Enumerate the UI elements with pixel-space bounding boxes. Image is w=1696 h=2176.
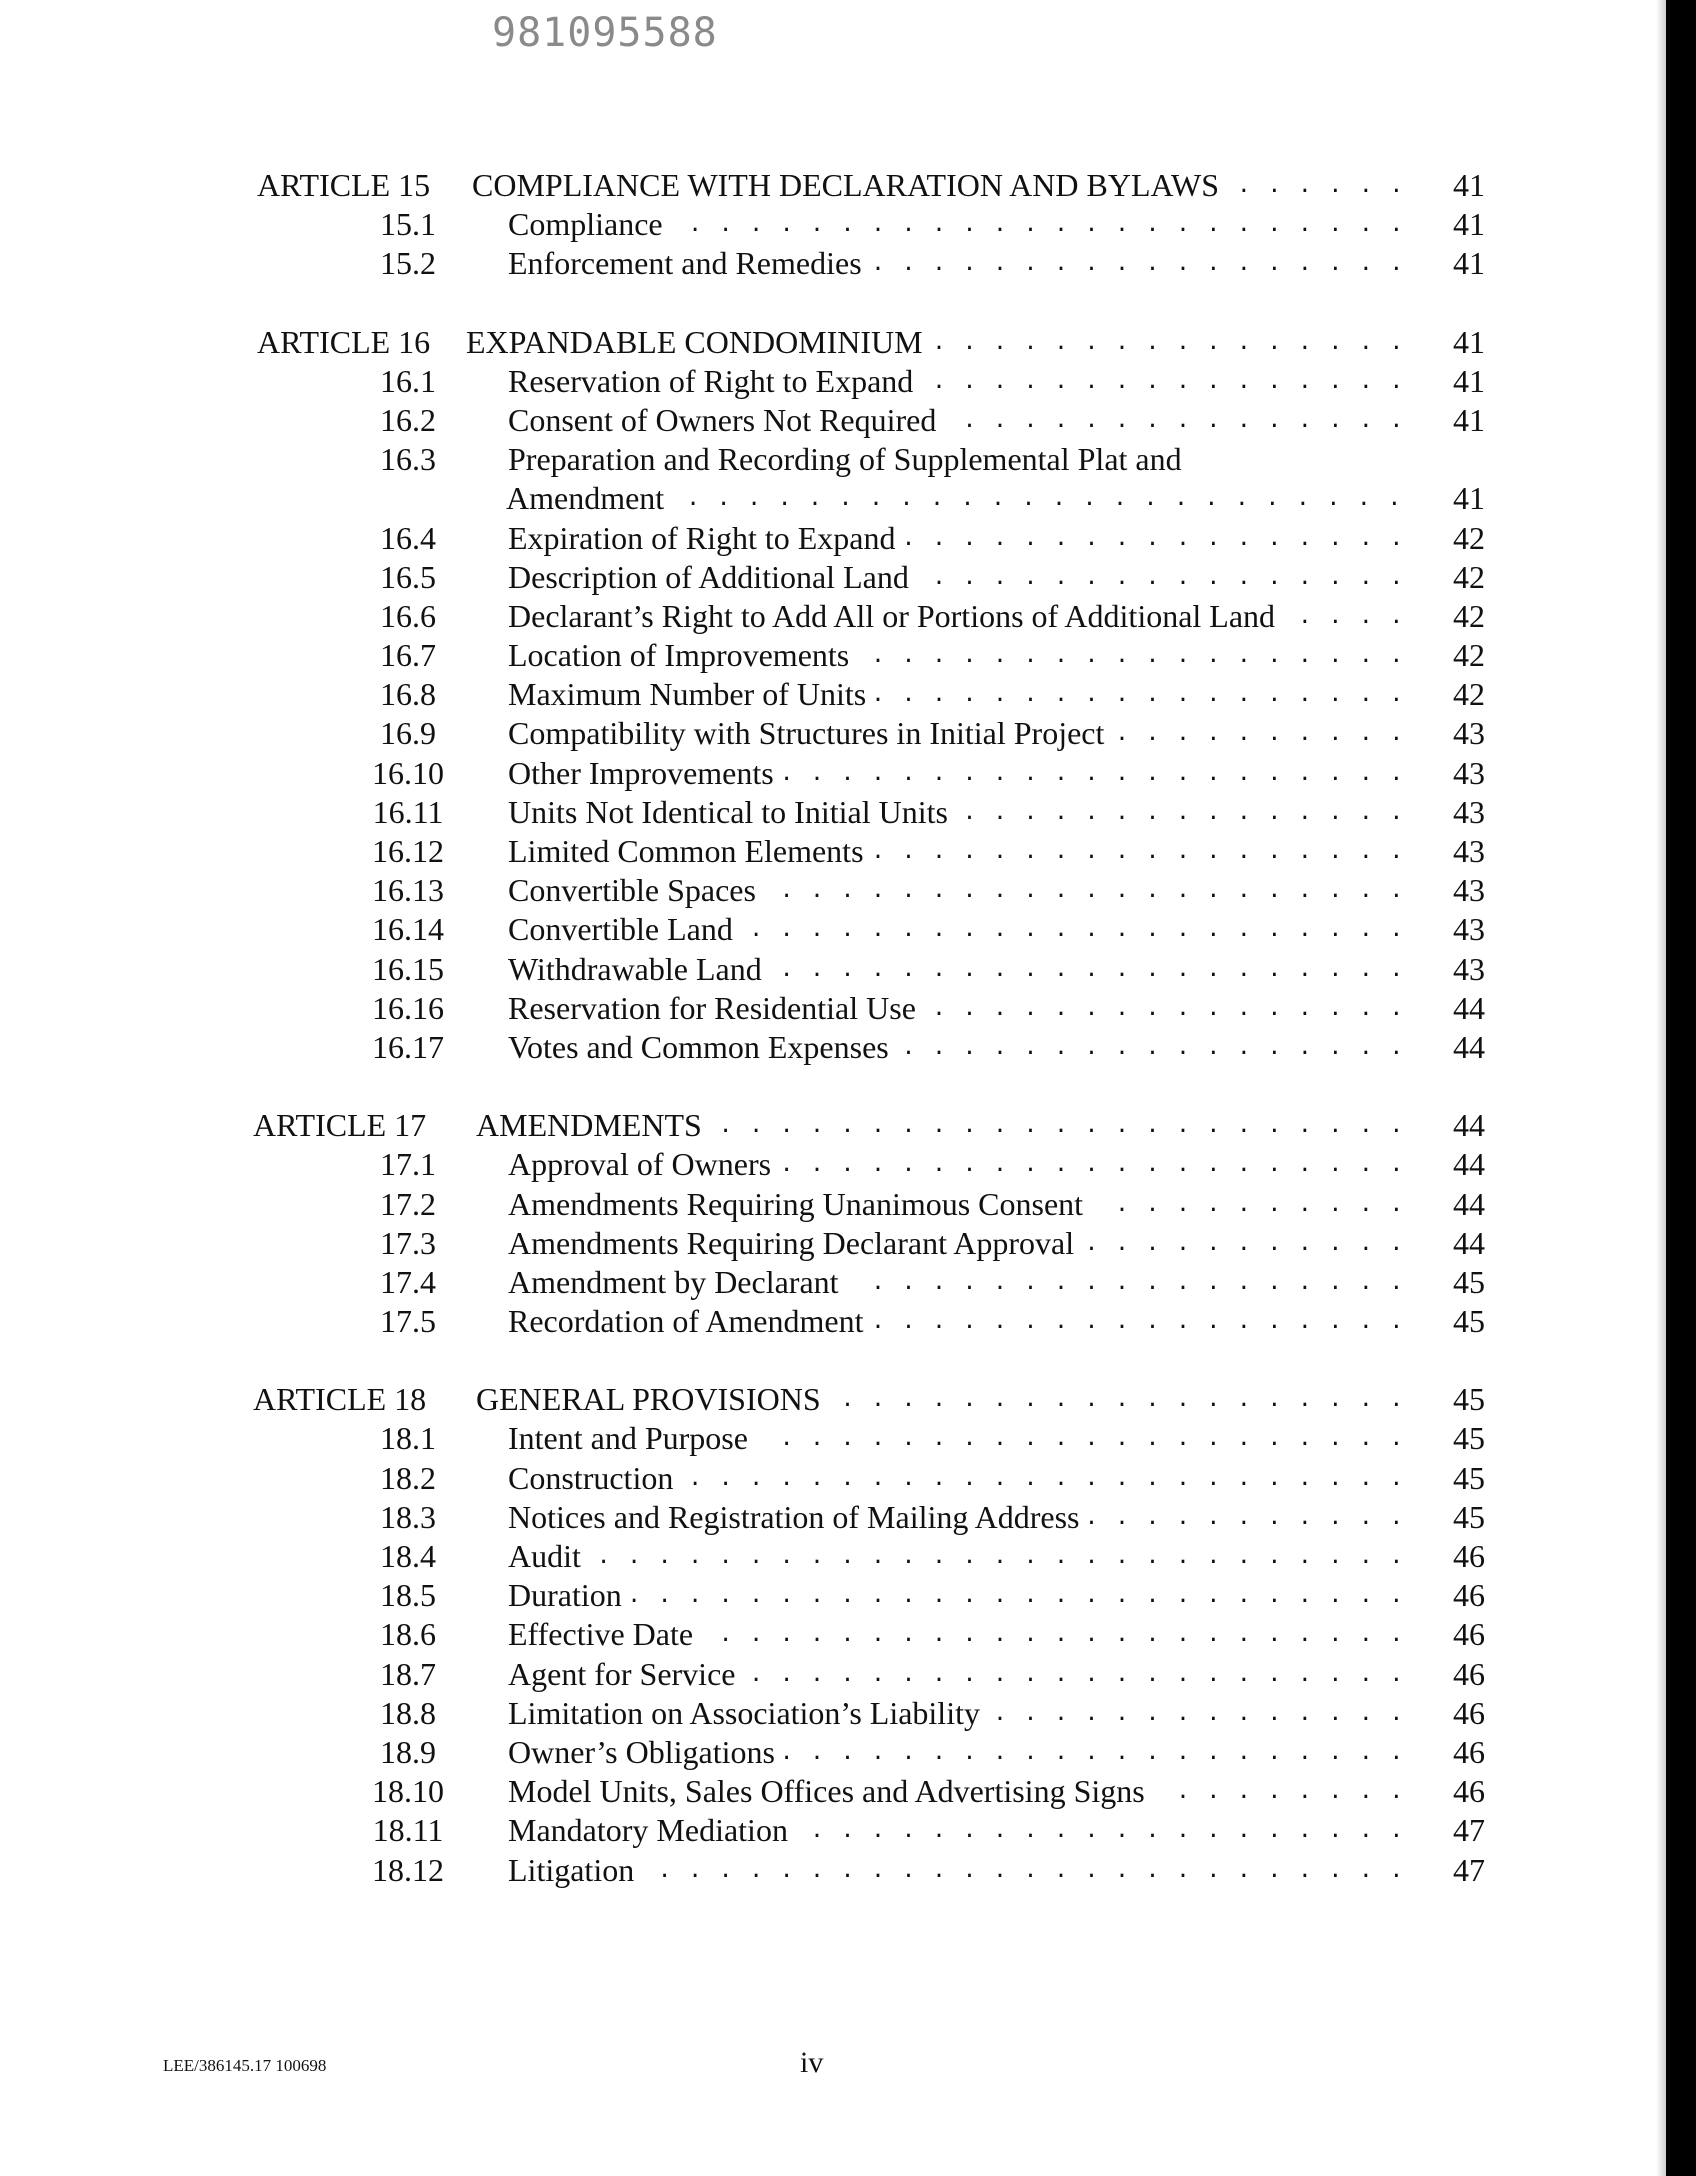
article-title bbox=[472, 166, 1405, 205]
toc-article-row bbox=[0, 166, 1696, 205]
page-reference: 46 bbox=[1453, 1694, 1485, 1731]
section-number: 15.2 bbox=[380, 245, 436, 282]
section-title bbox=[508, 1028, 1405, 1067]
section-title bbox=[508, 1851, 1405, 1890]
document-stamp-number: 981095588 bbox=[492, 10, 718, 56]
section-number: 16.8 bbox=[380, 676, 436, 713]
section-number: 18.2 bbox=[380, 1459, 436, 1496]
page-reference: 45 bbox=[1453, 1459, 1485, 1496]
section-number: 16.10 bbox=[372, 754, 444, 791]
entry-title-text: Location of Improvements bbox=[508, 637, 859, 673]
toc-section-row bbox=[0, 1851, 1696, 1890]
toc-section-row bbox=[0, 989, 1696, 1028]
toc-section-row bbox=[0, 440, 1696, 479]
entry-title-text: Other Improvements bbox=[508, 755, 784, 791]
section-number: 16.14 bbox=[372, 911, 444, 948]
section-number: 17.1 bbox=[380, 1146, 436, 1183]
section-title bbox=[508, 1537, 1405, 1576]
page-reference: 43 bbox=[1453, 872, 1485, 909]
page-reference: 42 bbox=[1453, 637, 1485, 674]
section-title bbox=[508, 832, 1405, 871]
toc-section-row bbox=[0, 1811, 1696, 1850]
toc-section-row bbox=[0, 1615, 1696, 1654]
entry-title-text: Reservation for Residential Use bbox=[508, 990, 926, 1026]
section-title bbox=[508, 1145, 1405, 1184]
page-reference: 43 bbox=[1453, 754, 1485, 791]
page-reference: 42 bbox=[1453, 597, 1485, 634]
section-title bbox=[508, 558, 1405, 597]
section-number: 18.8 bbox=[380, 1694, 436, 1731]
toc-section-row bbox=[0, 793, 1696, 832]
page-reference: 42 bbox=[1453, 519, 1485, 556]
section-title bbox=[508, 950, 1405, 989]
toc-section-row bbox=[0, 401, 1696, 440]
page-reference: 42 bbox=[1453, 676, 1485, 713]
section-title bbox=[508, 1224, 1405, 1263]
entry-title-text: Duration bbox=[508, 1577, 632, 1613]
section-number: 18.4 bbox=[380, 1538, 436, 1574]
section-number: 18.11 bbox=[372, 1812, 444, 1849]
section-title bbox=[508, 675, 1405, 714]
entry-title-text: Amendment bbox=[506, 480, 674, 516]
section-title bbox=[508, 910, 1405, 949]
section-title bbox=[508, 244, 1405, 283]
page-reference: 44 bbox=[1453, 989, 1485, 1026]
page-reference: 41 bbox=[1453, 323, 1485, 360]
page-reference: 44 bbox=[1453, 1146, 1485, 1183]
page-reference: 41 bbox=[1453, 480, 1485, 517]
section-number: 18.9 bbox=[380, 1733, 436, 1770]
section-number: 16.11 bbox=[372, 793, 444, 830]
toc-section-row bbox=[0, 519, 1696, 558]
section-number: 16.13 bbox=[372, 872, 444, 909]
section-title bbox=[508, 636, 1405, 675]
entry-title-text: AMENDMENTS bbox=[476, 1107, 712, 1143]
page-reference: 46 bbox=[1453, 1773, 1485, 1810]
page-reference: 44 bbox=[1453, 1224, 1485, 1261]
section-title bbox=[508, 1185, 1405, 1224]
page-reference: 43 bbox=[1453, 950, 1485, 987]
entry-title-text: Limited Common Elements bbox=[508, 833, 874, 869]
toc-spacer bbox=[0, 284, 1696, 323]
section-title bbox=[508, 205, 1405, 244]
entry-title-text: Limitation on Association’s Liability bbox=[508, 1695, 990, 1731]
entry-title-text: Litigation bbox=[508, 1852, 644, 1888]
page-reference: 43 bbox=[1453, 911, 1485, 948]
section-title bbox=[508, 1694, 1405, 1733]
toc-section-row bbox=[0, 1224, 1696, 1263]
page-reference: 47 bbox=[1453, 1851, 1485, 1888]
section-number: 18.10 bbox=[372, 1773, 444, 1810]
page-reference: 45 bbox=[1453, 1263, 1485, 1300]
page-reference: 45 bbox=[1453, 1420, 1485, 1457]
toc-section-row bbox=[0, 675, 1696, 714]
section-number: 16.3 bbox=[380, 441, 436, 478]
section-number: 16.16 bbox=[372, 989, 444, 1026]
section-title bbox=[508, 401, 1405, 440]
section-number: 16.5 bbox=[380, 558, 436, 595]
entry-title-text: Intent and Purpose bbox=[508, 1420, 758, 1456]
section-number: 16.1 bbox=[380, 362, 436, 399]
entry-title-text: Compatibility with Structures in Initial Project bbox=[508, 715, 1114, 751]
entry-title-text: Maximum Number of Units bbox=[508, 676, 876, 712]
toc-section-row bbox=[0, 597, 1696, 636]
section-number: 18.1 bbox=[380, 1420, 436, 1457]
entry-title-text: Amendment by Declarant bbox=[508, 1264, 849, 1300]
section-title bbox=[508, 1655, 1405, 1694]
entry-title-text: Notices and Registration of Mailing Address bbox=[508, 1499, 1089, 1535]
section-number: 17.5 bbox=[380, 1303, 436, 1340]
page-reference: 45 bbox=[1453, 1498, 1485, 1535]
section-title bbox=[508, 1263, 1405, 1302]
section-number: 18.7 bbox=[380, 1655, 436, 1692]
section-title bbox=[508, 754, 1405, 793]
page-reference: 46 bbox=[1453, 1733, 1485, 1770]
entry-title-text: GENERAL PROVISIONS bbox=[476, 1381, 831, 1417]
page-reference: 43 bbox=[1453, 715, 1485, 752]
toc-section-row bbox=[0, 1185, 1696, 1224]
section-number: 18.6 bbox=[380, 1616, 436, 1653]
section-title bbox=[508, 597, 1405, 636]
toc-section-row bbox=[0, 910, 1696, 949]
section-number: 16.17 bbox=[372, 1028, 444, 1065]
toc-section-row bbox=[0, 636, 1696, 675]
section-title bbox=[508, 1615, 1405, 1654]
section-title bbox=[508, 519, 1405, 558]
page-reference: 44 bbox=[1453, 1107, 1485, 1144]
section-number: 16.15 bbox=[372, 950, 444, 987]
entry-title-text: Preparation and Recording of Supplemental Plat and bbox=[508, 441, 1192, 477]
page-reference: 41 bbox=[1453, 401, 1485, 438]
section-number: 17.2 bbox=[380, 1185, 436, 1222]
toc-section-row bbox=[0, 558, 1696, 597]
entry-title-text: Amendments Requiring Unanimous Consent bbox=[508, 1186, 1093, 1222]
section-title bbox=[508, 1733, 1405, 1772]
page-reference: 43 bbox=[1453, 833, 1485, 869]
entry-title-text: Description of Additional Land bbox=[508, 559, 919, 595]
toc-section-row bbox=[0, 1694, 1696, 1733]
toc-section-row bbox=[0, 362, 1696, 401]
entry-title-text: Expiration of Right to Expand bbox=[508, 520, 906, 556]
entry-title-text: Units Not Identical to Initial Units bbox=[508, 794, 958, 830]
page-reference: 47 bbox=[1453, 1812, 1485, 1849]
toc-section-row bbox=[0, 714, 1696, 753]
page-reference: 46 bbox=[1453, 1655, 1485, 1692]
entry-title-text: Enforcement and Remedies bbox=[508, 245, 872, 281]
section-title bbox=[508, 1302, 1405, 1341]
section-number: 16.9 bbox=[380, 715, 436, 752]
toc-article-row bbox=[0, 323, 1696, 362]
entry-title-text: Approval of Owners bbox=[508, 1146, 781, 1182]
entry-title-text: Consent of Owners Not Required bbox=[508, 402, 946, 438]
entry-title-text: Construction bbox=[508, 1460, 683, 1496]
footer-page-number: iv bbox=[800, 2046, 824, 2079]
entry-title-text: Withdrawable Land bbox=[508, 951, 772, 987]
section-title bbox=[508, 1772, 1405, 1811]
toc-section-row bbox=[0, 1733, 1696, 1772]
toc-article-row bbox=[0, 1106, 1696, 1145]
toc-section-row bbox=[0, 832, 1696, 871]
toc-section-row bbox=[0, 871, 1696, 910]
article-number: ARTICLE 15 bbox=[257, 167, 431, 203]
section-title bbox=[508, 714, 1405, 753]
page-reference: 46 bbox=[1453, 1616, 1485, 1653]
toc-spacer bbox=[0, 1067, 1696, 1106]
article-title bbox=[466, 323, 1405, 362]
section-title bbox=[508, 871, 1405, 910]
page-reference: 41 bbox=[1453, 362, 1485, 399]
toc-section-row bbox=[0, 244, 1696, 283]
page-reference: 42 bbox=[1453, 558, 1485, 595]
toc-section-row bbox=[0, 950, 1696, 989]
toc-section-row bbox=[0, 1772, 1696, 1811]
toc-spacer bbox=[0, 1341, 1696, 1380]
article-number: ARTICLE 18 bbox=[253, 1381, 427, 1418]
section-number: 16.12 bbox=[372, 833, 444, 869]
entry-title-text: Reservation of Right to Expand bbox=[508, 363, 923, 399]
entry-title-text: Declarant’s Right to Add All or Portions of Additional Land bbox=[508, 598, 1285, 634]
section-title bbox=[508, 1459, 1405, 1498]
toc-section-row bbox=[0, 1498, 1696, 1537]
section-number: 16.2 bbox=[380, 401, 436, 438]
page-reference: 46 bbox=[1453, 1577, 1485, 1614]
section-number: 16.6 bbox=[380, 597, 436, 634]
toc-section-row bbox=[0, 1419, 1696, 1458]
page-reference: 41 bbox=[1453, 245, 1485, 282]
section-title bbox=[508, 989, 1405, 1028]
entry-title-text: Convertible Land bbox=[508, 911, 743, 947]
entry-title-text: Effective Date bbox=[508, 1616, 703, 1652]
page-reference: 45 bbox=[1453, 1303, 1485, 1340]
section-title bbox=[508, 1498, 1405, 1537]
page-reference: 44 bbox=[1453, 1185, 1485, 1222]
section-number: 17.3 bbox=[380, 1224, 436, 1261]
page-reference: 41 bbox=[1453, 167, 1485, 203]
section-title bbox=[508, 1419, 1405, 1458]
toc-section-row bbox=[0, 1028, 1696, 1067]
toc-section-row bbox=[0, 479, 1696, 518]
entry-title-text: Agent for Service bbox=[508, 1656, 745, 1692]
section-title bbox=[508, 440, 1405, 479]
toc-section-row bbox=[0, 1537, 1696, 1576]
entry-title-text: Convertible Spaces bbox=[508, 872, 766, 908]
entry-title-text: Owner’s Obligations bbox=[508, 1734, 785, 1770]
section-number: 16.7 bbox=[380, 637, 436, 674]
section-number: 16.4 bbox=[380, 519, 436, 556]
article-title bbox=[476, 1106, 1405, 1145]
section-number: 18.5 bbox=[380, 1577, 436, 1614]
toc-section-row bbox=[0, 1263, 1696, 1302]
entry-title-text: Mandatory Mediation bbox=[508, 1812, 798, 1848]
toc-article-row bbox=[0, 1380, 1696, 1419]
toc-section-row bbox=[0, 754, 1696, 793]
section-number: 18.3 bbox=[380, 1498, 436, 1535]
toc-section-row bbox=[0, 205, 1696, 244]
entry-title-text: EXPANDABLE CONDOMINIUM bbox=[466, 324, 933, 360]
section-title bbox=[508, 1576, 1405, 1615]
entry-title-text: Compliance bbox=[508, 206, 673, 242]
section-number: 17.4 bbox=[380, 1263, 436, 1300]
section-title bbox=[506, 479, 1403, 518]
page-reference: 46 bbox=[1453, 1538, 1485, 1574]
toc-section-row bbox=[0, 1459, 1696, 1498]
article-number: ARTICLE 17 bbox=[253, 1107, 427, 1144]
entry-title-text: Amendments Requiring Declarant Approval bbox=[508, 1225, 1084, 1261]
toc-section-row bbox=[0, 1655, 1696, 1694]
section-number: 15.1 bbox=[380, 206, 436, 243]
page-reference: 45 bbox=[1453, 1381, 1485, 1418]
section-title bbox=[508, 1811, 1405, 1850]
entry-title-text: Audit bbox=[508, 1538, 591, 1574]
section-number: 18.12 bbox=[372, 1851, 444, 1888]
toc-section-row bbox=[0, 1302, 1696, 1341]
section-title bbox=[508, 793, 1405, 832]
toc-section-row bbox=[0, 1145, 1696, 1184]
article-number: ARTICLE 16 bbox=[257, 323, 431, 360]
page-reference: 44 bbox=[1453, 1028, 1485, 1065]
entry-title-text: COMPLIANCE WITH DECLARATION AND BYLAWS bbox=[472, 167, 1229, 203]
article-title bbox=[476, 1380, 1405, 1419]
entry-title-text: Recordation of Amendment bbox=[508, 1303, 873, 1339]
section-title bbox=[508, 362, 1405, 401]
page-reference: 41 bbox=[1453, 206, 1485, 243]
entry-title-text: Model Units, Sales Offices and Advertising Signs bbox=[508, 1773, 1155, 1809]
toc-section-row bbox=[0, 1576, 1696, 1615]
table-of-contents bbox=[0, 166, 1696, 1890]
entry-title-text: Votes and Common Expenses bbox=[508, 1029, 899, 1065]
page-reference: 43 bbox=[1453, 793, 1485, 830]
footer-document-id: LEE/386145.17 100698 bbox=[163, 2056, 327, 2075]
